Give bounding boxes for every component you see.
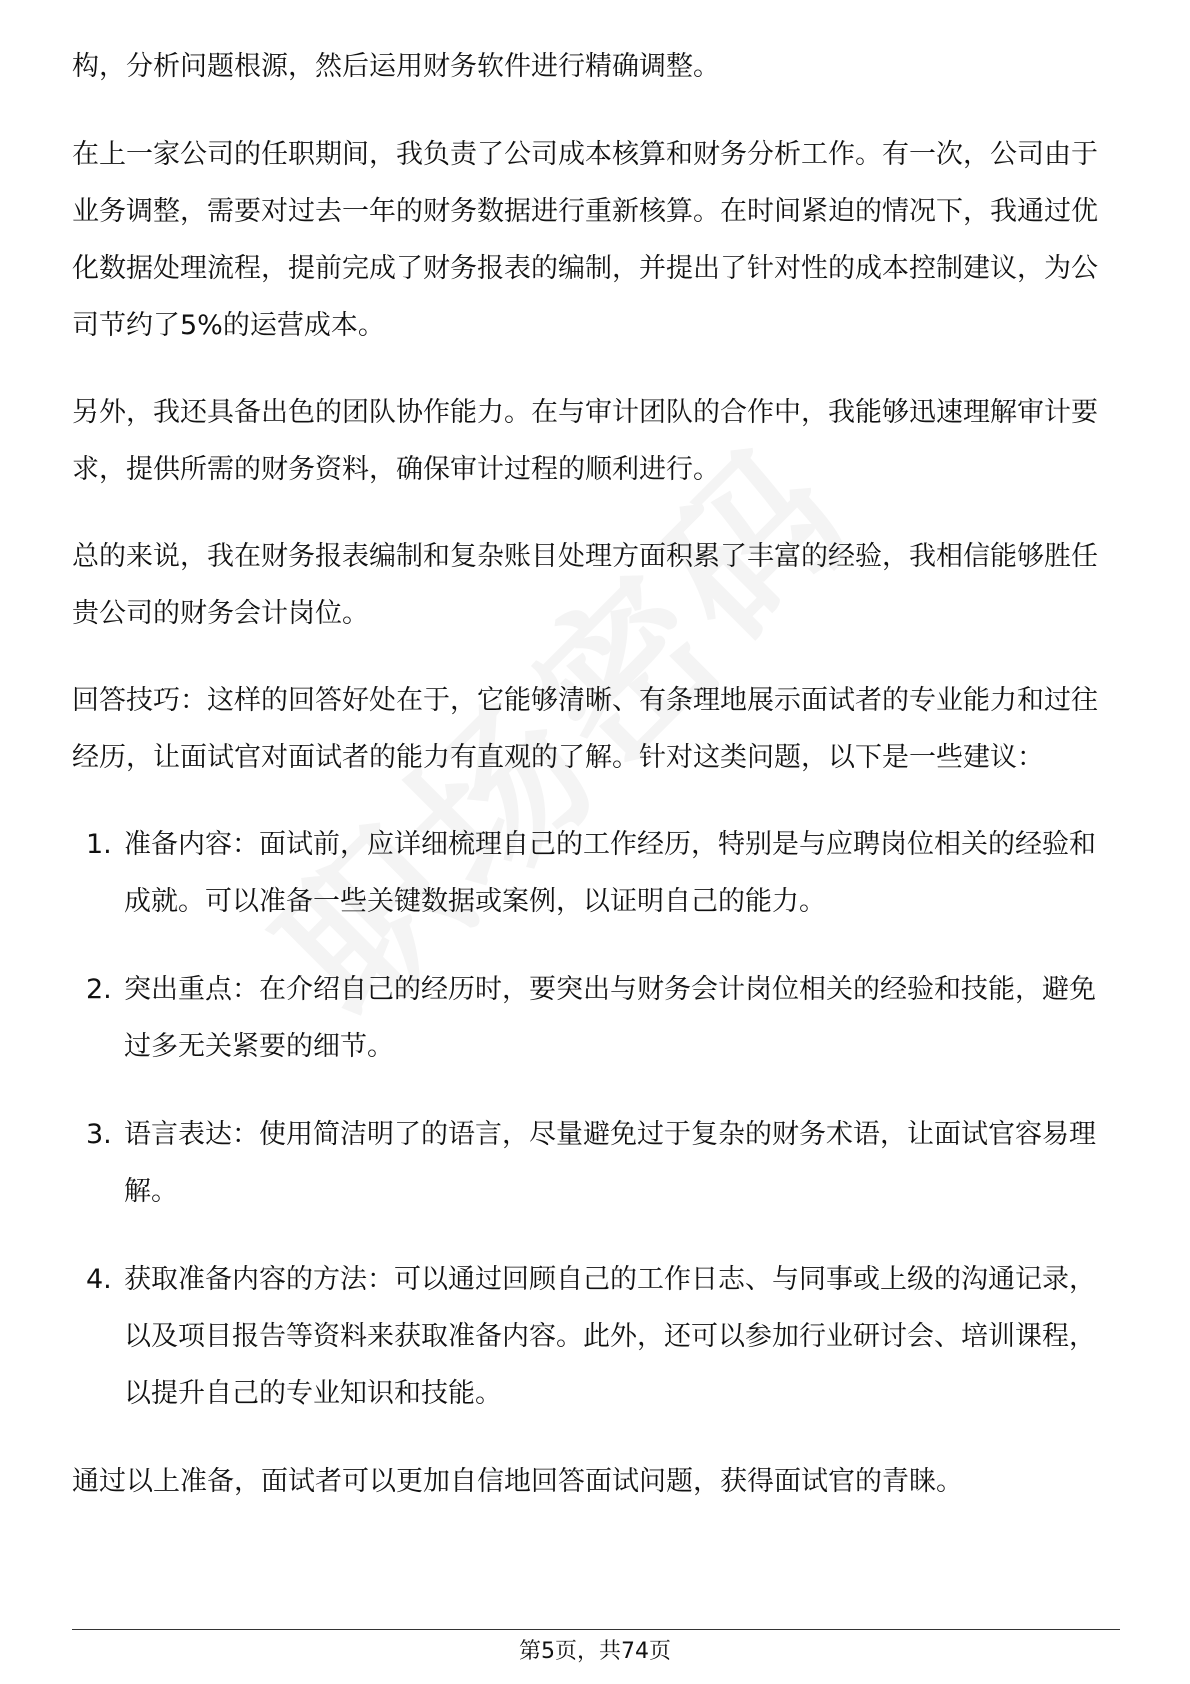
document-body — [72, 38, 1120, 1540]
paragraph-teamwork: 另外，我还具备出色的团队协作能力。在与审计团队的合作中，我能够迅速理解审计要求，提供所需的财务资料，确保审计过程的顺利进行。 — [72, 397, 1098, 485]
list-item-number: 4. — [86, 1264, 112, 1295]
paragraph-closing: 通过以上准备，面试者可以更加自信地回答面试问题，获得面试官的青睐。 — [72, 1466, 963, 1497]
list-item — [72, 961, 1120, 1075]
paragraph-experience: 在上一家公司的任职期间，我负责了公司成本核算和财务分析工作。有一次，公司由于业务调整，需要对过去一年的财务数据进行重新核算。在时间紧迫的情况下，我通过优化数据处理流程，提前完成了财务报表的编制，并提出了针对性的成本控制建议，为公司节约了5%的运营成本。 — [72, 139, 1098, 341]
paragraph-continuation: 构，分析问题根源，然后运用财务软件进行精确调整。 — [72, 51, 720, 82]
list-item — [72, 1251, 1120, 1422]
list-item-number: 2. — [86, 974, 112, 1005]
page-number: 第5页，共74页 — [519, 1639, 671, 1664]
list-item — [72, 816, 1120, 930]
paragraph-summary: 总的来说，我在财务报表编制和复杂账目处理方面积累了丰富的经验，我相信能够胜任贵公司的财务会计岗位。 — [72, 541, 1098, 629]
list-item-text: 突出重点：在介绍自己的经历时，要突出与财务会计岗位相关的经验和技能，避免过多无关紧要的细节。 — [124, 974, 1096, 1062]
list-item-text: 准备内容：面试前，应详细梳理自己的工作经历，特别是与应聘岗位相关的经验和成就。可以准备一些关键数据或案例，以证明自己的能力。 — [124, 829, 1096, 917]
list-item-text: 获取准备内容的方法：可以通过回顾自己的工作日志、与同事或上级的沟通记录，以及项目报告等资料来获取准备内容。此外，还可以参加行业研讨会、培训课程，以提升自己的专业知识和技能。 — [124, 1264, 1096, 1409]
paragraph-answer-tips: 回答技巧：这样的回答好处在于，它能够清晰、有条理地展示面试者的专业能力和过往经历，让面试官对面试者的能力有直观的了解。针对这类问题，以下是一些建议： — [72, 685, 1098, 773]
list-item — [72, 1106, 1120, 1220]
footer-divider — [72, 1629, 1120, 1630]
list-item-number: 3. — [86, 1119, 112, 1150]
list-item-number: 1. — [86, 829, 112, 860]
tips-list — [72, 816, 1120, 1422]
list-item-text: 语言表达：使用简洁明了的语言，尽量避免过于复杂的财务术语，让面试官容易理解。 — [124, 1119, 1096, 1207]
